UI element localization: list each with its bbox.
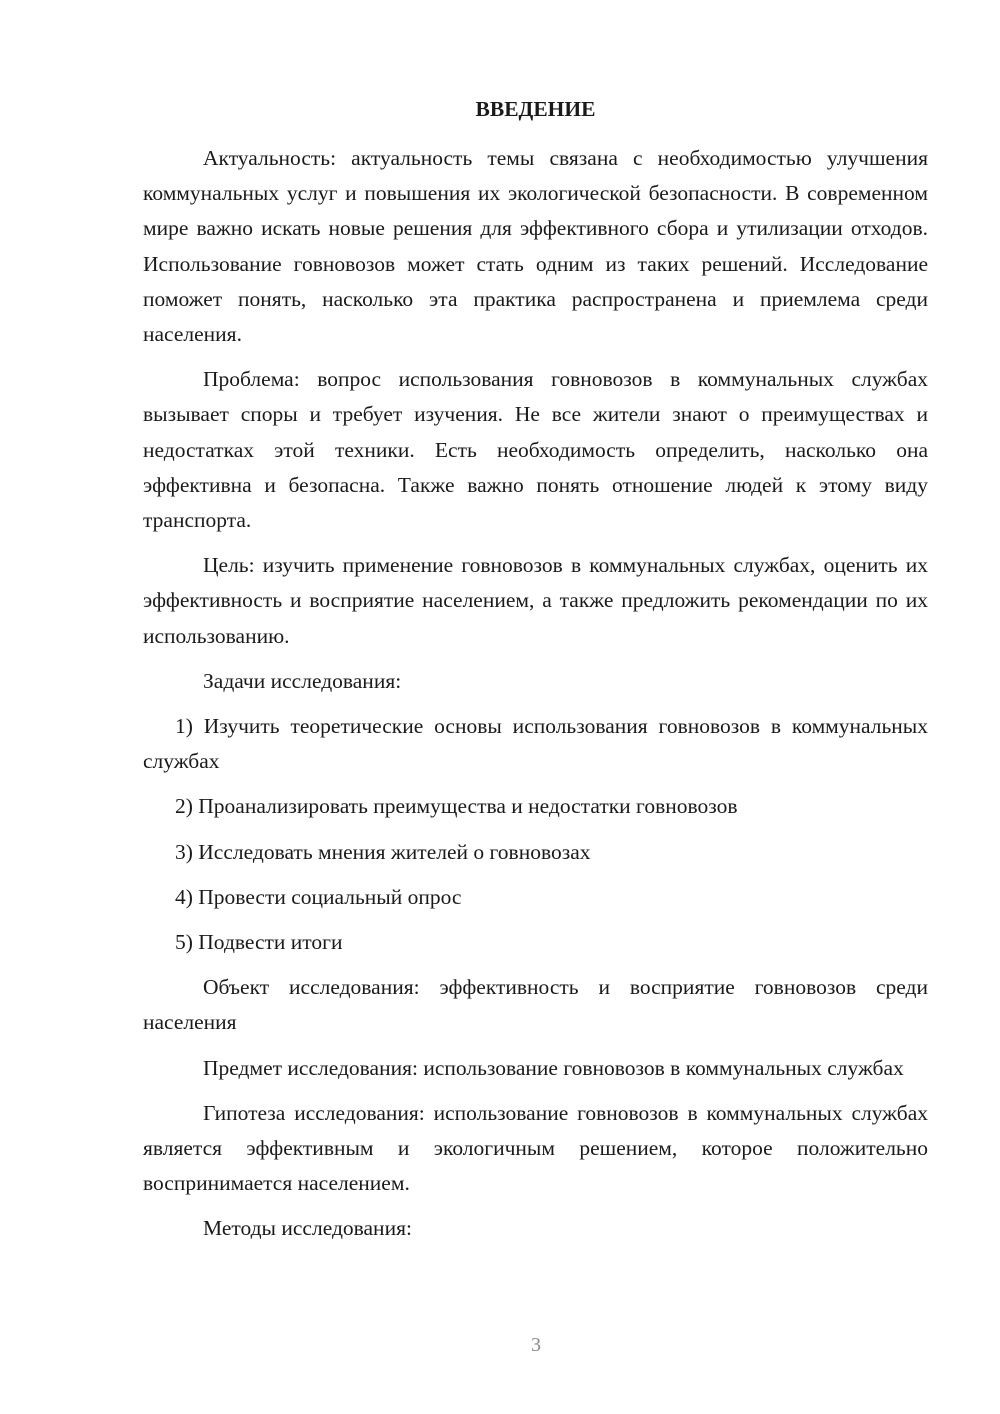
methods-heading: Методы исследования: — [203, 1216, 412, 1241]
task-item-2: 2) Проанализировать преимущества и недостатки говновозов — [175, 794, 738, 819]
page-number: 3 — [531, 1334, 541, 1356]
task-item-3: 3) Исследовать мнения жителей о говновозах — [175, 839, 591, 864]
object-paragraph: Объект исследования: эффективность и восприятие говновозов среди населения — [143, 975, 928, 1035]
goal-paragraph: Цель: изучить применение говновозов в коммунальных службах, оценить их эффективность и восприятие населением, а также предложить рекомендации по их использованию. — [143, 553, 928, 648]
hypothesis-paragraph: Гипотеза исследования: использование говновозов в коммунальных службах является эффективным и экологичным решением, которое положительно воспринимается населением. — [143, 1100, 928, 1196]
page-content — [143, 92, 928, 1257]
relevance-paragraph: Актуальность: актуальность темы связана с необходимостью улучшения коммунальных услуг и повышения их экологической безопасности. В современном мире важно искать новые решения для эффективного сбора и утилизации отходов. Использование говновозов может стать одним из таких решений. Исследование поможет понять, насколько эта практика распространена и приемлема среди населения. — [143, 146, 928, 347]
subject-paragraph: Предмет исследования: использование говновозов в коммунальных службах — [203, 1055, 904, 1080]
problem-paragraph: Проблема: вопрос использования говновозов в коммунальных службах вызывает споры и требует изучения. Не все жители знают о преимуществах и недостатках этой техники. Есть необходимость определить, насколько она эффективна и безопасна. Также важно понять отношение людей к этому виду транспорта. — [143, 367, 928, 533]
section-title: ВВЕДЕНИЕ — [475, 97, 596, 121]
tasks-heading: Задачи исследования: — [203, 668, 402, 693]
task-item-1: 1) Изучить теоретические основы использования говновозов в коммунальных службах — [143, 714, 928, 774]
task-item-5: 5) Подвести итоги — [175, 930, 343, 955]
task-item-4: 4) Провести социальный опрос — [175, 884, 462, 909]
